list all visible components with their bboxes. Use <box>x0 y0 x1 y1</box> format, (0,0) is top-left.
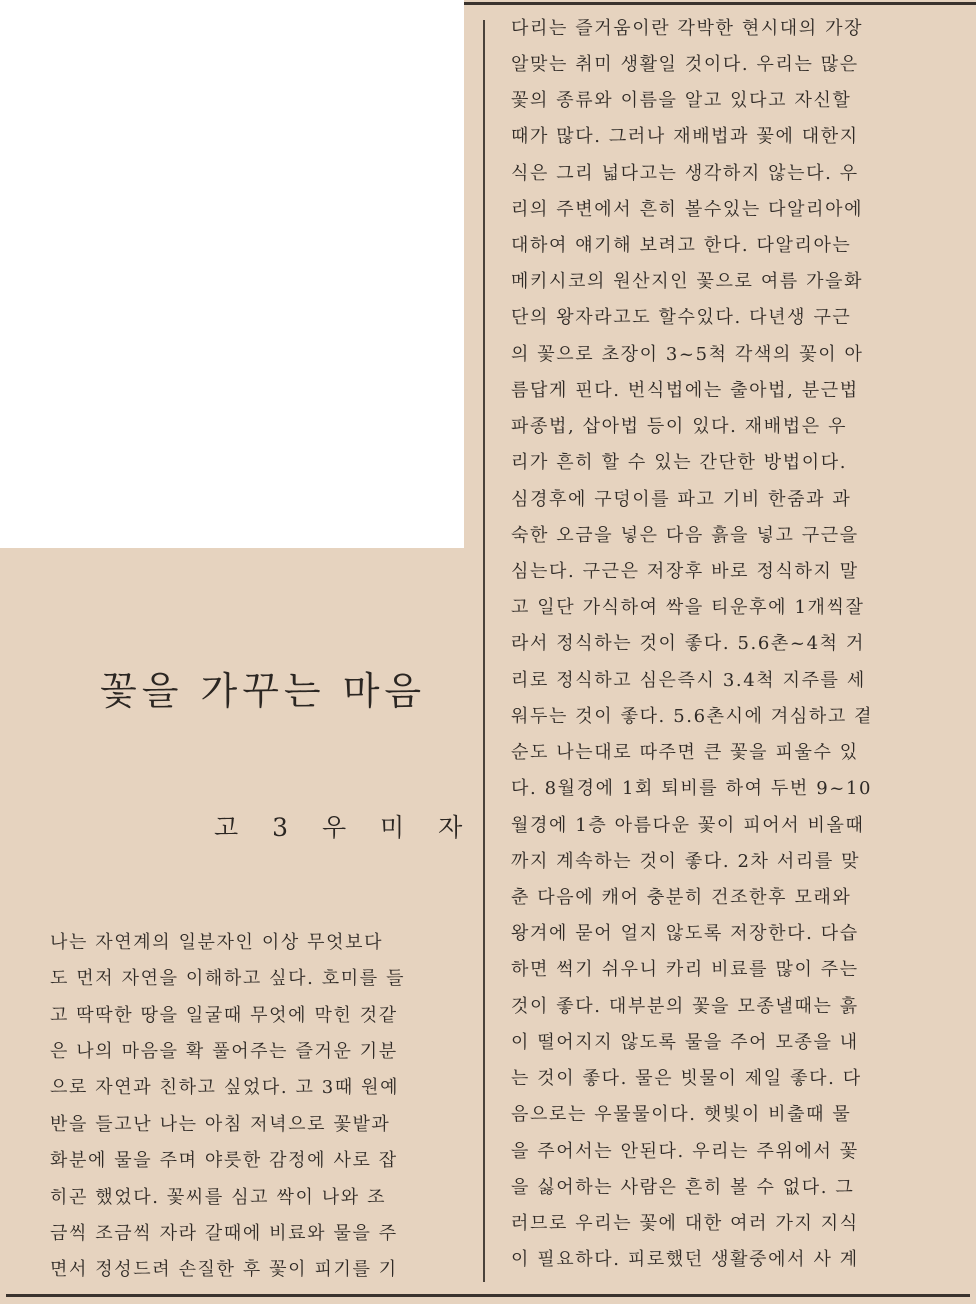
top-rule <box>464 2 976 5</box>
bottom-rule <box>6 1294 970 1297</box>
text-line: 리가 흔히 할 수 있는 간단한 방법이다. <box>511 452 848 473</box>
article-author: 고 3 우 미 자 <box>214 813 465 842</box>
text-line: 러므로 우리는 꽃에 대한 여러 가지 지식 <box>511 1213 859 1234</box>
text-line: 메키시코의 원산지인 꽃으로 여름 가을화 <box>511 271 864 292</box>
article-title: 꽃을 가꾸는 마음 <box>100 669 427 713</box>
text-line: 의 꽃으로 초장이 3~5척 각색의 꽃이 아 <box>511 344 864 365</box>
text-line: 리의 주변에서 흔히 볼수있는 다알리아에 <box>511 199 864 220</box>
text-line: 으로 자연과 친하고 싶었다. 고 3때 원예 <box>50 1077 400 1098</box>
text-line: 을 싫어하는 사람은 흔히 볼 수 없다. 그 <box>511 1177 855 1198</box>
text-line: 은 나의 마음을 확 풀어주는 즐거운 기분 <box>50 1041 398 1062</box>
text-line: 까지 계속하는 것이 좋다. 2차 서리를 맞 <box>511 851 861 872</box>
text-line: 는 것이 좋다. 물은 빗물이 제일 좋다. 다 <box>511 1068 862 1089</box>
text-line: 름답게 핀다. 번식법에는 출아법, 분근법 <box>511 380 859 401</box>
text-line: 면서 정성드려 손질한 후 꽃이 피기를 기 <box>50 1259 398 1280</box>
text-line: 때가 많다. 그러나 재배법과 꽃에 대한지 <box>511 126 859 147</box>
text-line: 화분에 물을 주며 야릇한 감정에 사로 잡 <box>50 1150 398 1171</box>
text-line: 워두는 것이 좋다. 5.6촌시에 겨심하고 곁 <box>511 706 874 727</box>
text-line: 고 일단 가식하여 싹을 티운후에 1개씩잘 <box>511 597 865 618</box>
text-line: 파종법, 삽아법 등이 있다. 재배법은 우 <box>511 416 848 437</box>
text-line: 도 먼저 자연을 이해하고 싶다. 호미를 들 <box>50 968 406 989</box>
text-line: 대하여 얘기해 보려고 한다. 다알리아는 <box>511 235 852 256</box>
text-line: 리로 정식하고 심은즉시 3.4척 지주를 세 <box>511 670 866 691</box>
text-line: 고 딱딱한 땅을 일굴때 무엇에 막힌 것같 <box>50 1005 398 1026</box>
column-divider <box>483 20 485 1282</box>
text-line: 월경에 1층 아름다운 꽃이 피어서 비올때 <box>511 815 865 836</box>
text-line: 을 주어서는 안된다. 우리는 주위에서 꽃 <box>511 1141 859 1162</box>
text-line: 이 떨어지지 않도록 물을 주어 모종을 내 <box>511 1032 859 1053</box>
text-line: 춘 다음에 캐어 충분히 건조한후 모래와 <box>511 887 852 908</box>
text-line: 단의 왕자라고도 할수있다. 다년생 구근 <box>511 307 852 328</box>
text-line: 알맞는 취미 생활일 것이다. 우리는 많은 <box>511 54 859 75</box>
text-line: 심는다. 구근은 저장후 바로 정식하지 말 <box>511 561 859 582</box>
text-line: 것이 좋다. 대부분의 꽃을 모종낼때는 흙 <box>511 996 859 1017</box>
text-line: 금씩 조금씩 자라 갈때에 비료와 물을 주 <box>50 1223 398 1244</box>
text-line: 순도 나는대로 따주면 큰 꽃을 피울수 있 <box>511 742 859 763</box>
text-line: 다. 8월경에 1회 퇴비를 하여 두번 9~10 <box>511 778 873 799</box>
text-line: 심경후에 구덩이를 파고 기비 한줌과 과 <box>511 489 852 510</box>
text-line: 라서 정식하는 것이 좋다. 5.6촌~4척 거 <box>511 633 865 654</box>
text-line: 이 필요하다. 피로했던 생활중에서 사 계 <box>511 1249 859 1270</box>
text-line: 반을 들고난 나는 아침 저녁으로 꽃밭과 <box>50 1114 391 1135</box>
text-line: 하면 썩기 쉬우니 카리 비료를 많이 주는 <box>511 959 859 980</box>
text-line: 나는 자연계의 일분자인 이상 무엇보다 <box>50 932 384 953</box>
text-line: 히곤 했었다. 꽃씨를 심고 싹이 나와 조 <box>50 1187 387 1208</box>
text-line: 식은 그리 넓다고는 생각하지 않는다. 우 <box>511 163 859 184</box>
text-line: 음으로는 우물물이다. 햇빛이 비출때 물 <box>511 1104 852 1125</box>
text-line: 왕겨에 묻어 얼지 않도록 저장한다. 다습 <box>511 923 859 944</box>
text-line: 다리는 즐거움이란 각박한 현시대의 가장 <box>511 18 864 39</box>
text-line: 꽃의 종류와 이름을 알고 있다고 자신할 <box>511 90 852 111</box>
text-line: 숙한 오금을 넣은 다음 흙을 넣고 구근을 <box>511 525 859 546</box>
